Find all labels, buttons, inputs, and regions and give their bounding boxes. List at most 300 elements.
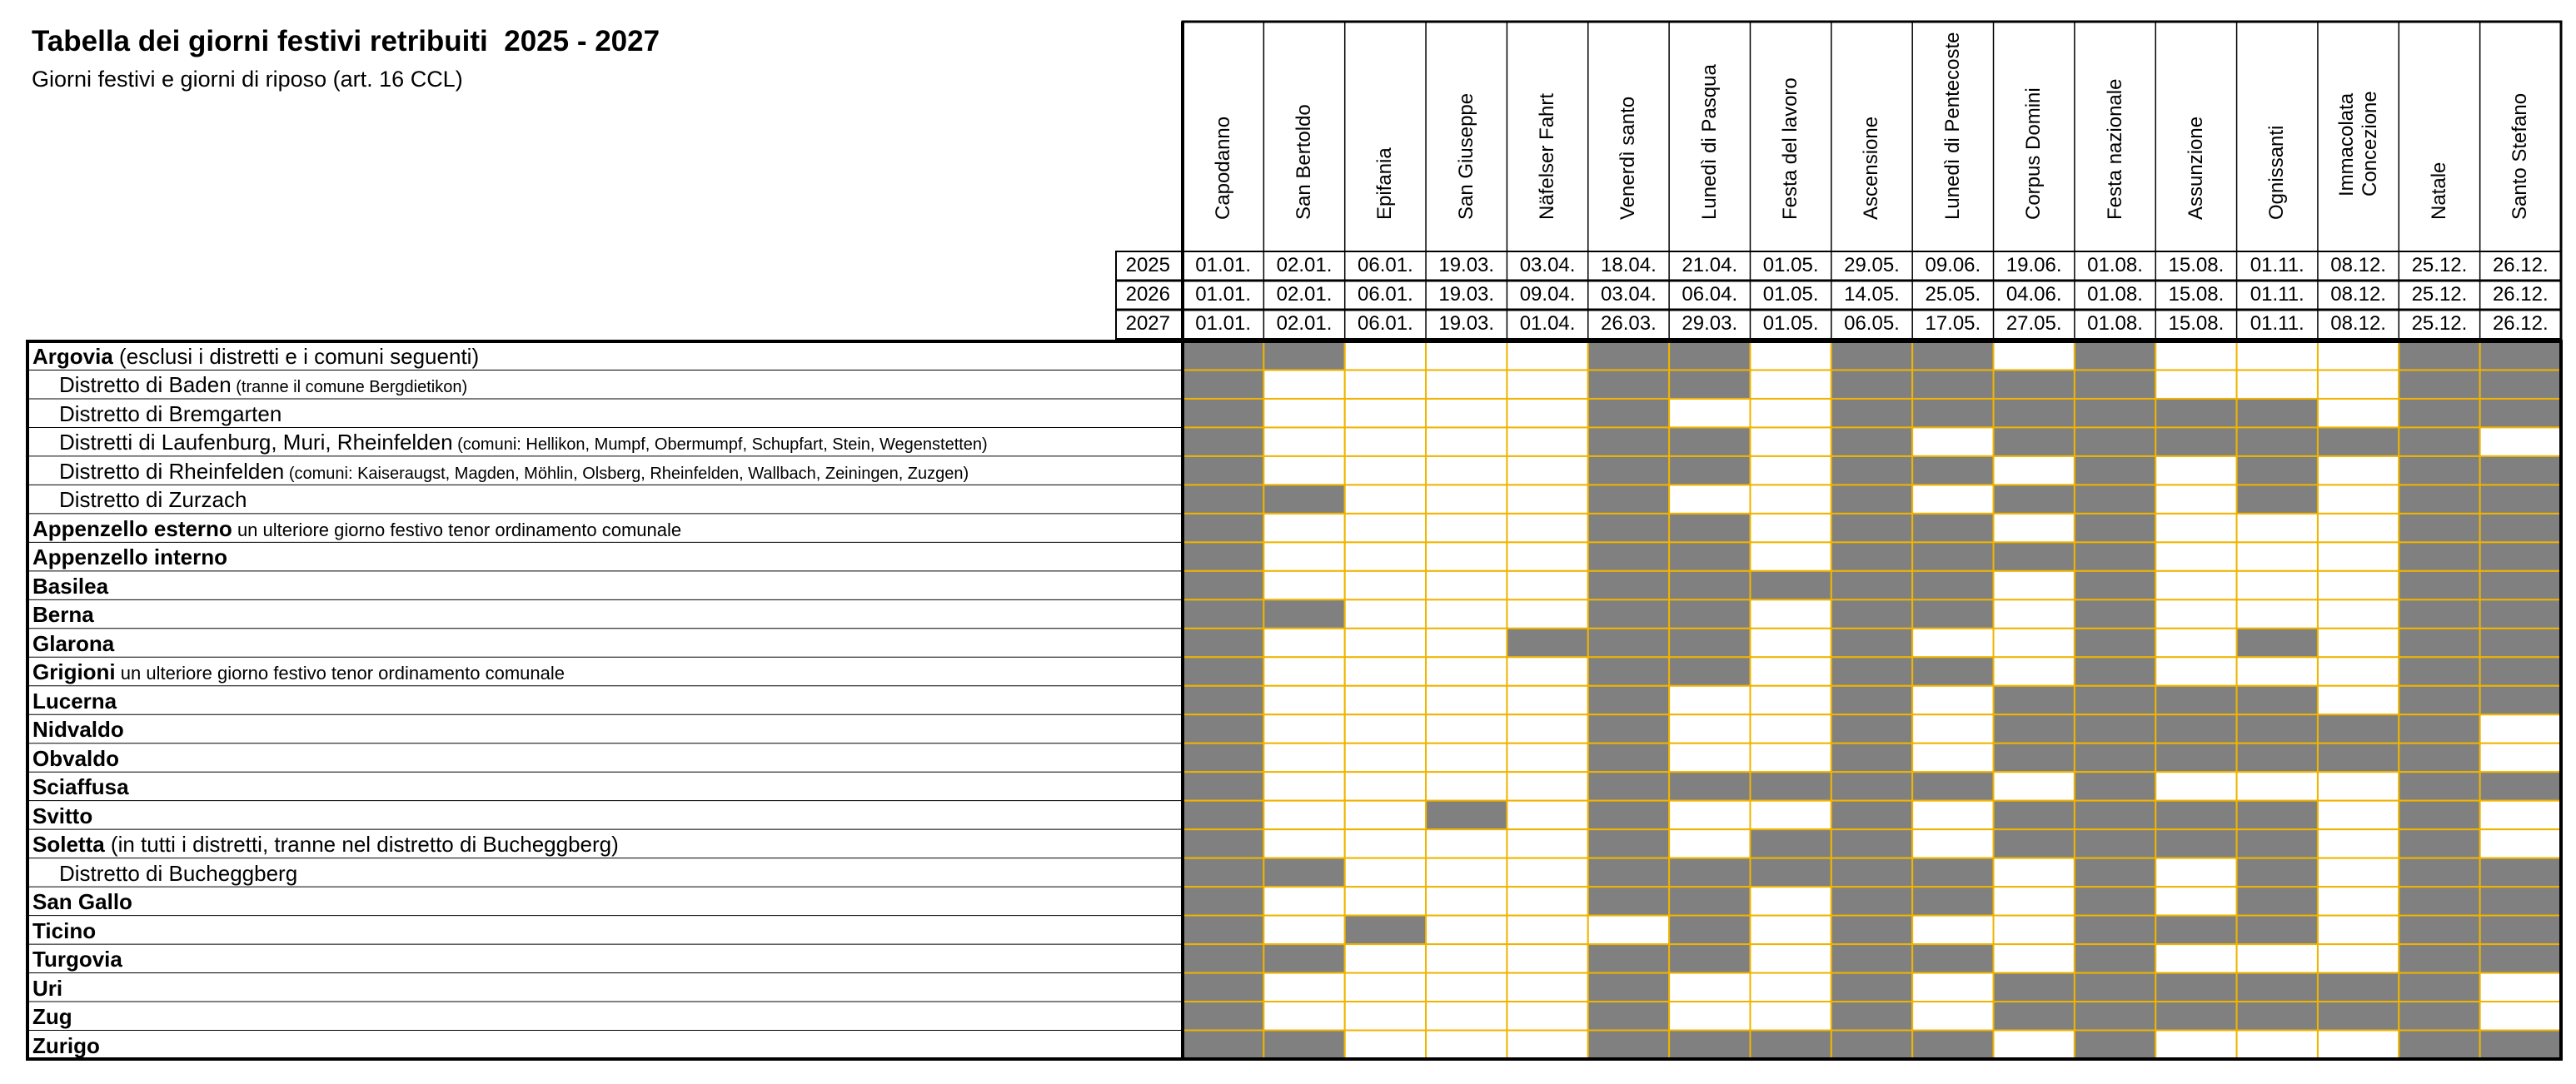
workday-cell — [1263, 399, 1344, 427]
holiday-date: 03.04. — [1601, 283, 1657, 306]
holiday-cell — [2399, 427, 2479, 455]
holiday-cell — [2075, 657, 2155, 685]
holiday-date: 15.08. — [2168, 254, 2225, 276]
holiday-cell — [2075, 686, 2155, 714]
row-note: (esclusi i distretti e i comuni seguenti) — [112, 344, 480, 369]
holiday-cell — [2399, 456, 2479, 485]
row-name: Distretto di Bremgarten — [59, 400, 282, 426]
workday-cell — [1507, 370, 1587, 398]
workday-cell — [1994, 887, 2075, 915]
workday-cell — [1912, 485, 1993, 513]
holiday-cell — [1183, 772, 1263, 800]
holiday-cell — [2399, 571, 2479, 599]
holiday-cell — [2237, 629, 2318, 657]
holiday-cell — [1912, 1031, 1993, 1059]
holiday-date: 27.05. — [2005, 312, 2062, 335]
row-name: Distretto di Bucheggberg — [59, 860, 298, 886]
holiday-date: 01.08. — [2087, 312, 2143, 335]
workday-cell — [1507, 686, 1587, 714]
holiday-cell — [2318, 1002, 2399, 1030]
holiday-cell — [2075, 599, 2155, 628]
holiday-date: 01.01. — [1195, 312, 1252, 335]
holiday-cell — [2399, 887, 2479, 915]
holiday-cell — [1831, 571, 1912, 599]
holiday-date: 06.04. — [1682, 283, 1738, 306]
holiday-cell — [1912, 944, 1993, 972]
holiday-cell — [2399, 743, 2479, 772]
row-note: un ulteriore giorno festivo tenor ordinamento comunale — [232, 519, 682, 540]
holiday-cell — [1588, 657, 1669, 685]
holiday-cell — [1183, 973, 1263, 1002]
workday-cell — [1345, 427, 1426, 455]
holiday-cell — [1831, 599, 1912, 628]
holiday-date: 01.11. — [2250, 254, 2304, 276]
holiday-header — [1588, 22, 1669, 251]
workday-cell — [1507, 542, 1587, 570]
holiday-cell — [2075, 858, 2155, 887]
holiday-cell — [2237, 743, 2318, 772]
holiday-date: 08.12. — [2330, 312, 2386, 335]
holiday-cell — [1263, 599, 1344, 628]
holiday-date: 06.01. — [1358, 283, 1413, 306]
workday-cell — [1426, 916, 1507, 944]
holiday-cell — [2480, 456, 2561, 485]
holiday-date: 26.12. — [2492, 254, 2549, 276]
holiday-cell — [1183, 341, 1263, 370]
holiday-cell — [1183, 542, 1263, 570]
holiday-cell — [1588, 542, 1669, 570]
workday-cell — [1669, 801, 1750, 829]
holiday-cell — [1669, 599, 1750, 628]
holiday-date: 18.04. — [1601, 254, 1657, 276]
holiday-cell — [2075, 772, 2155, 800]
holiday-cell — [1183, 887, 1263, 915]
holiday-cell — [2480, 887, 2561, 915]
holiday-cell — [1994, 542, 2075, 570]
workday-cell — [1912, 714, 1993, 743]
workday-cell — [1994, 944, 2075, 972]
canton-label — [32, 659, 1179, 687]
holiday-cell — [2075, 456, 2155, 485]
workday-cell — [2155, 1031, 2236, 1059]
holiday-date: 02.01. — [1276, 312, 1333, 335]
canton-label — [32, 917, 1179, 946]
workday-cell — [1750, 427, 1831, 455]
holiday-cell — [1183, 801, 1263, 829]
holiday-cell — [1588, 456, 1669, 485]
workday-cell — [1750, 714, 1831, 743]
holiday-cell — [2399, 657, 2479, 685]
holiday-cell — [1588, 743, 1669, 772]
workday-cell — [1345, 514, 1426, 542]
holiday-cell — [2155, 1002, 2236, 1030]
canton-label — [32, 601, 1179, 629]
workday-cell — [1507, 829, 1587, 858]
workday-cell — [1426, 1031, 1507, 1059]
holiday-cell — [1263, 944, 1344, 972]
holiday-cell — [1831, 370, 1912, 398]
holiday-header — [2480, 22, 2561, 251]
holiday-date: 08.12. — [2330, 283, 2386, 306]
holiday-cell — [2480, 916, 2561, 944]
workday-cell — [1345, 542, 1426, 570]
holiday-cell — [1831, 944, 1912, 972]
holiday-cell — [1588, 370, 1669, 398]
holiday-cell — [1831, 456, 1912, 485]
holiday-date: 02.01. — [1276, 254, 1333, 276]
row-name: Zurigo — [32, 1032, 100, 1058]
workday-cell — [1912, 629, 1993, 657]
holiday-name: Corpus Domini — [2022, 87, 2045, 220]
workday-cell — [1912, 801, 1993, 829]
workday-cell — [1994, 599, 2075, 628]
workday-cell — [1507, 916, 1587, 944]
holiday-cell — [2075, 743, 2155, 772]
row-name: Glarona — [32, 630, 115, 656]
workday-cell — [1263, 916, 1344, 944]
row-name: Distretto di Baden — [59, 372, 232, 398]
holiday-date: 06.05. — [1844, 312, 1900, 335]
holiday-cell — [1750, 1031, 1831, 1059]
holiday-date: 02.01. — [1276, 283, 1333, 306]
workday-cell — [1507, 801, 1587, 829]
holiday-cell — [1831, 916, 1912, 944]
canton-label — [32, 831, 1179, 859]
workday-cell — [1263, 370, 1344, 398]
holiday-date: 04.06. — [2005, 283, 2062, 306]
workday-cell — [2318, 341, 2399, 370]
holiday-cell — [1669, 427, 1750, 455]
holiday-date: 26.03. — [1601, 312, 1657, 335]
holiday-cell — [2075, 714, 2155, 743]
workday-cell — [2318, 772, 2399, 800]
canton-label — [32, 946, 1179, 974]
holiday-cell — [2399, 542, 2479, 570]
holiday-cell — [1831, 772, 1912, 800]
holiday-cell — [1994, 427, 2075, 455]
workday-cell — [2155, 542, 2236, 570]
workday-cell — [1750, 916, 1831, 944]
holiday-date: 25.12. — [2411, 254, 2468, 276]
workday-cell — [1345, 1002, 1426, 1030]
workday-cell — [1507, 1002, 1587, 1030]
holiday-cell — [1588, 485, 1669, 513]
holiday-cell — [2399, 370, 2479, 398]
holiday-date: 25.05. — [1925, 283, 1981, 306]
holiday-cell — [1345, 916, 1426, 944]
holiday-cell — [1912, 514, 1993, 542]
workday-cell — [2318, 514, 2399, 542]
holiday-cell — [2480, 542, 2561, 570]
holiday-header — [1345, 22, 1426, 251]
holiday-cell — [2237, 399, 2318, 427]
holiday-date: 08.12. — [2330, 254, 2386, 276]
workday-cell — [2237, 370, 2318, 398]
year-label: 2027 — [1125, 312, 1170, 335]
workday-cell — [1263, 829, 1344, 858]
holiday-date: 01.01. — [1195, 283, 1252, 306]
workday-cell — [1507, 1031, 1587, 1059]
workday-cell — [1994, 657, 2075, 685]
holiday-cell — [1263, 485, 1344, 513]
holiday-cell — [2480, 571, 2561, 599]
workday-cell — [1750, 514, 1831, 542]
workday-cell — [1507, 973, 1587, 1002]
year-label: 2025 — [1125, 254, 1170, 276]
workday-cell — [1994, 571, 2075, 599]
holiday-cell — [1994, 714, 2075, 743]
holiday-cell — [2237, 714, 2318, 743]
holiday-cell — [2237, 1002, 2318, 1030]
workday-cell — [2480, 973, 2561, 1002]
holiday-cell — [1183, 485, 1263, 513]
row-name: Appenzello interno — [32, 544, 227, 570]
holiday-name: Capodanno — [1211, 116, 1234, 220]
row-name: Berna — [32, 602, 94, 628]
row-note: un ulteriore giorno festivo tenor ordinamento comunale — [115, 663, 565, 684]
holiday-date: 21.04. — [1682, 254, 1738, 276]
holiday-header — [2318, 22, 2399, 251]
holiday-date: 15.08. — [2168, 283, 2225, 306]
workday-cell — [1345, 944, 1426, 972]
holiday-date: 26.12. — [2492, 312, 2549, 335]
workday-cell — [2480, 714, 2561, 743]
holiday-cell — [2318, 743, 2399, 772]
workday-cell — [1994, 858, 2075, 887]
canton-label — [32, 630, 1179, 659]
holiday-cell — [1750, 858, 1831, 887]
workday-cell — [1345, 686, 1426, 714]
workday-cell — [1426, 1002, 1507, 1030]
row-name: Zug — [32, 1004, 72, 1030]
holiday-cell — [1912, 399, 1993, 427]
holiday-header — [1263, 22, 1344, 251]
workday-cell — [1426, 743, 1507, 772]
canton-label — [32, 1032, 1179, 1061]
workday-cell — [1426, 599, 1507, 628]
workday-cell — [1345, 772, 1426, 800]
holiday-cell — [1183, 686, 1263, 714]
holiday-cell — [2399, 801, 2479, 829]
workday-cell — [1426, 858, 1507, 887]
holiday-date: 01.11. — [2250, 312, 2304, 335]
holiday-date: 01.08. — [2087, 254, 2143, 276]
workday-cell — [1750, 399, 1831, 427]
holiday-name: Lunedì di Pentecoste — [1941, 32, 1964, 220]
workday-cell — [1263, 714, 1344, 743]
holiday-cell — [1183, 714, 1263, 743]
holiday-cell — [2480, 514, 2561, 542]
holiday-header — [1507, 22, 1587, 251]
workday-cell — [1912, 916, 1993, 944]
row-name: Svitto — [32, 803, 93, 828]
holiday-cell — [1994, 973, 2075, 1002]
workday-cell — [1994, 456, 2075, 485]
holiday-cell — [2480, 772, 2561, 800]
workday-cell — [1345, 571, 1426, 599]
workday-cell — [2318, 485, 2399, 513]
district-label — [59, 429, 1179, 457]
holiday-cell — [2155, 829, 2236, 858]
holiday-cell — [1183, 399, 1263, 427]
holiday-cell — [1669, 514, 1750, 542]
workday-cell — [2318, 571, 2399, 599]
workday-cell — [1426, 714, 1507, 743]
workday-cell — [2237, 599, 2318, 628]
holiday-cell — [1588, 686, 1669, 714]
workday-cell — [1345, 629, 1426, 657]
workday-cell — [1345, 485, 1426, 513]
holiday-cell — [1912, 858, 1993, 887]
district-label — [59, 486, 1179, 515]
holiday-cell — [1750, 772, 1831, 800]
workday-cell — [1345, 887, 1426, 915]
workday-cell — [1994, 772, 2075, 800]
holiday-cell — [1263, 341, 1344, 370]
workday-cell — [2318, 887, 2399, 915]
holiday-cell — [1669, 887, 1750, 915]
row-name: Lucerna — [32, 688, 117, 714]
holiday-date: 29.03. — [1682, 312, 1738, 335]
canton-label — [32, 888, 1179, 917]
row-name: Sciaffusa — [32, 774, 129, 800]
holiday-cell — [2155, 399, 2236, 427]
workday-cell — [1345, 1031, 1426, 1059]
holiday-cell — [1669, 542, 1750, 570]
holiday-cell — [2480, 370, 2561, 398]
holiday-cell — [1183, 829, 1263, 858]
workday-cell — [2155, 629, 2236, 657]
holiday-cell — [1912, 571, 1993, 599]
holiday-date: 19.03. — [1438, 283, 1495, 306]
row-note: (tranne il comune Bergdietikon) — [231, 378, 468, 397]
holiday-cell — [2480, 858, 2561, 887]
holiday-cell — [1831, 542, 1912, 570]
workday-cell — [1994, 1031, 2075, 1059]
holiday-cell — [1183, 456, 1263, 485]
holiday-cell — [2237, 916, 2318, 944]
holiday-cell — [1831, 973, 1912, 1002]
holiday-cell — [2480, 1031, 2561, 1059]
workday-cell — [1669, 829, 1750, 858]
holiday-cell — [2399, 858, 2479, 887]
workday-cell — [2318, 542, 2399, 570]
canton-label — [32, 343, 1179, 371]
workday-cell — [1345, 829, 1426, 858]
workday-cell — [1507, 427, 1587, 455]
row-name: Uri — [32, 975, 63, 1001]
holiday-cell — [1912, 657, 1993, 685]
workday-cell — [1750, 1002, 1831, 1030]
workday-cell — [1912, 1002, 1993, 1030]
workday-cell — [1507, 772, 1587, 800]
workday-cell — [1263, 629, 1344, 657]
workday-cell — [1426, 686, 1507, 714]
workday-cell — [1507, 599, 1587, 628]
holiday-cell — [1183, 370, 1263, 398]
workday-cell — [2318, 456, 2399, 485]
holiday-cell — [2399, 599, 2479, 628]
workday-cell — [1426, 370, 1507, 398]
holiday-cell — [1831, 629, 1912, 657]
workday-cell — [2318, 1031, 2399, 1059]
holiday-cell — [1588, 772, 1669, 800]
holiday-date: 25.12. — [2411, 283, 2468, 306]
holiday-cell — [2480, 629, 2561, 657]
holiday-cell — [1831, 829, 1912, 858]
workday-cell — [2237, 772, 2318, 800]
workday-cell — [2318, 916, 2399, 944]
row-name: Distretto di Zurzach — [59, 487, 247, 513]
workday-cell — [1750, 629, 1831, 657]
workday-cell — [1263, 1002, 1344, 1030]
holiday-cell — [1588, 1002, 1669, 1030]
holiday-cell — [1426, 801, 1507, 829]
workday-cell — [1750, 370, 1831, 398]
workday-cell — [1345, 801, 1426, 829]
holiday-cell — [2399, 772, 2479, 800]
workday-cell — [1426, 456, 1507, 485]
holiday-header — [1750, 22, 1831, 251]
holiday-name: Ascensione — [1860, 116, 1883, 220]
holiday-header — [2075, 22, 2155, 251]
canton-label — [32, 975, 1179, 1003]
holiday-cell — [2075, 973, 2155, 1002]
holiday-cell — [2155, 973, 2236, 1002]
holiday-cell — [2075, 829, 2155, 858]
holiday-header — [2237, 22, 2318, 251]
holiday-cell — [2399, 916, 2479, 944]
holiday-cell — [2480, 399, 2561, 427]
workday-cell — [1994, 916, 2075, 944]
holiday-cell — [1750, 829, 1831, 858]
canton-label — [32, 573, 1179, 601]
holiday-cell — [1588, 514, 1669, 542]
year-label: 2026 — [1125, 283, 1170, 306]
workday-cell — [1669, 485, 1750, 513]
workday-cell — [1345, 599, 1426, 628]
workday-cell — [1669, 743, 1750, 772]
holiday-cell — [1831, 1002, 1912, 1030]
holiday-cell — [1263, 858, 1344, 887]
workday-cell — [2237, 657, 2318, 685]
workday-cell — [1263, 686, 1344, 714]
workday-cell — [1750, 456, 1831, 485]
workday-cell — [2155, 657, 2236, 685]
holiday-cell — [2075, 944, 2155, 972]
holiday-date: 06.01. — [1358, 254, 1413, 276]
holiday-cell — [1912, 370, 1993, 398]
holiday-cell — [1994, 370, 2075, 398]
workday-cell — [2155, 485, 2236, 513]
holiday-cell — [2155, 916, 2236, 944]
holiday-cell — [1912, 341, 1993, 370]
holiday-name: Santo Stefano — [2509, 92, 2532, 220]
holiday-cell — [1831, 341, 1912, 370]
holiday-date: 01.04. — [1519, 312, 1576, 335]
holiday-cell — [1588, 399, 1669, 427]
workday-cell — [1750, 801, 1831, 829]
holiday-cell — [1183, 1002, 1263, 1030]
workday-cell — [1426, 629, 1507, 657]
holiday-cell — [2399, 1002, 2479, 1030]
holiday-cell — [1831, 743, 1912, 772]
workday-cell — [1507, 714, 1587, 743]
workday-cell — [1263, 973, 1344, 1002]
holiday-cell — [1831, 801, 1912, 829]
workday-cell — [1507, 858, 1587, 887]
workday-cell — [2155, 370, 2236, 398]
